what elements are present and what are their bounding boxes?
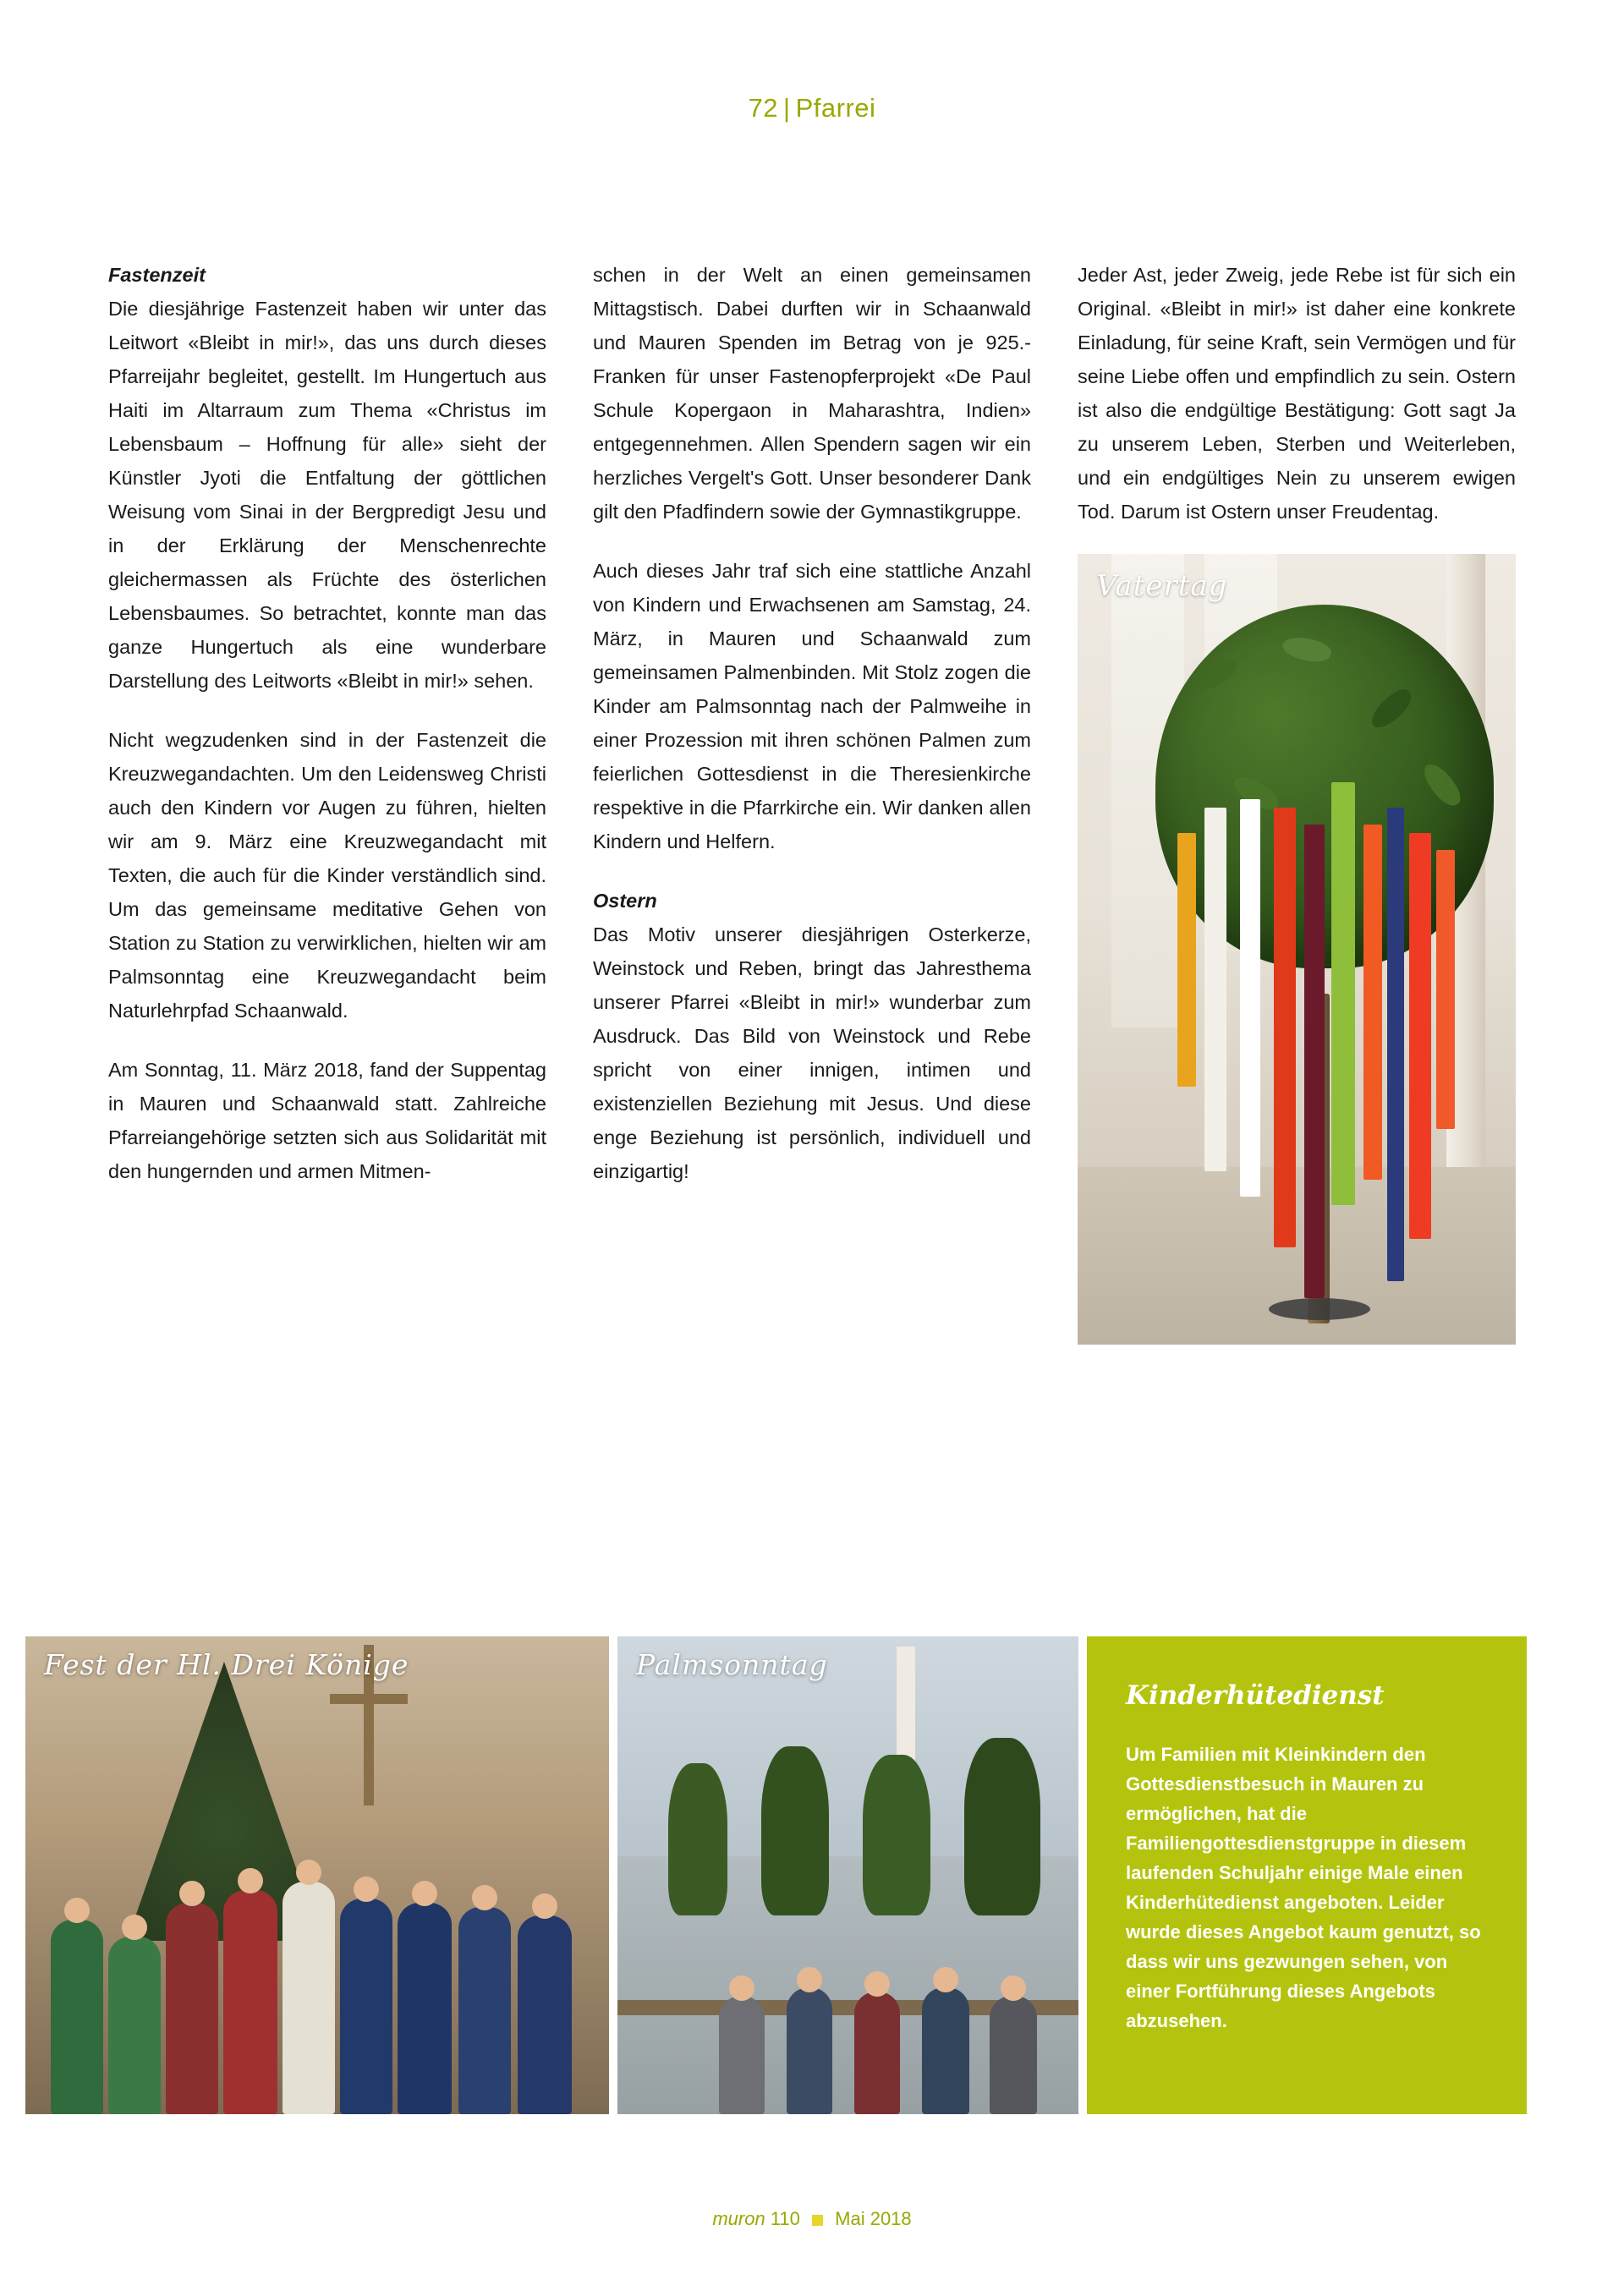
square-bullet-icon bbox=[812, 2215, 823, 2226]
paragraph: Nicht wegzudenken sind in der Fastenzeit die Kreuzwegandachten. Um den Leidensweg Christi auch den Kindern vor Augen zu führen, hielten wir am 9. März eine Kreuzwegandacht mit Texten, die auch für die Kinder verständlich sind. Um das gemeinsame meditative Gehen von Station zu Station zu verwirklichen, hielten wir am Palmsonntag eine Kreuzwegandacht beim Naturlehrpfad Schaanwald. bbox=[108, 729, 546, 1022]
photo-caption-palmsonntag: Palmsonntag bbox=[636, 1648, 828, 1681]
kinderhuetedienst-text: Um Familien mit Kleinkindern den Gottesdienstbesuch in Mauren zu ermöglichen, hat die Familiengottesdienstgruppe in diesem laufenden Schuljahr einige Male einen Kinderhütedienst angeboten. Leider wurde dieses Angebot kaum genutzt, so dass wir uns gezwungen sehen, von einer Fortführung dieses Angebots abzusehen. bbox=[1126, 1744, 1481, 2031]
page-footer bbox=[0, 2208, 1624, 2230]
subhead-fastenzeit: Fastenzeit bbox=[108, 264, 206, 286]
section-title: Pfarrei bbox=[795, 93, 876, 123]
issue-date: Mai 2018 bbox=[835, 2208, 912, 2229]
photo-caption-vatertag: Vatertag bbox=[1096, 569, 1228, 603]
ribbon bbox=[1304, 825, 1325, 1298]
palm-branch bbox=[761, 1746, 829, 1915]
paragraph: Das Motiv unserer diesjährigen Osterkerze, Weinstock und Reben, bringt das Jahresthema unserer Pfarrei «Bleibt in mir!» wunderbar zum Ausdruck. Das Bild von Weinstock und Rebe spricht von einer innigen, intimen und existenziellen Beziehung mit Jesus. Und diese enge Beziehung ist persönlich, individuell und einzigartig! bbox=[593, 923, 1031, 1182]
column-left bbox=[108, 258, 546, 1345]
ribbon bbox=[1240, 799, 1260, 1197]
paragraph: Die diesjährige Fastenzeit haben wir unter das Leitwort «Bleibt in mir!», das uns durch dieses Pfarreijahr begleitet, gestellt. Im Hungertuch aus Haiti im Altarraum zum Thema «Christus im Lebensbaum – Hoffnung für alle» sieht der Künstler Jyoti die Entfaltung der göttlichen Weisung vom Sinai in der Bergpredigt Jesu und in der Erklärung der Menschenrechte gleichermassen als Früchte des österlichen Lebensbaumes. So betrachtet, konnte man das ganze Hungertuch als eine wunderbare Darstellung des Leitworts «Bleibt in mir!» sehen. bbox=[108, 298, 546, 692]
tree-base bbox=[1269, 1298, 1370, 1320]
photo-drei-koenige bbox=[25, 1636, 609, 2114]
page-number: 72 bbox=[748, 93, 779, 123]
photo-palmsonntag bbox=[617, 1636, 1078, 2114]
paragraph: Auch dieses Jahr traf sich eine stattliche Anzahl von Kindern und Erwachsenen am Samstag, 24. März, in Mauren und Schaanwald zum gemeinsamen Palmenbinden. Mit Stolz zogen die Kinder am Palmsonntag nach der Palmweihe in einer Prozession mit ihren schönen Palmen zum feierlichen Gottesdienst in die Theresienkirche respektive in die Pfarrkirche ein. Wir danken allen Kindern und Helfern. bbox=[593, 560, 1031, 852]
page-header bbox=[0, 93, 1624, 123]
issue-number: 110 bbox=[770, 2208, 800, 2229]
ribbon bbox=[1177, 833, 1196, 1087]
column-middle bbox=[593, 258, 1031, 1345]
publication-name: muron bbox=[712, 2208, 765, 2229]
palm-branch bbox=[668, 1763, 727, 1915]
ribbon bbox=[1331, 782, 1355, 1205]
ribbon bbox=[1204, 808, 1226, 1171]
ribbon bbox=[1436, 850, 1455, 1129]
kinderhuetedienst-title: Kinderhütedienst bbox=[1126, 1680, 1385, 1711]
header-separator: | bbox=[783, 93, 791, 123]
paragraph: Am Sonntag, 11. März 2018, fand der Suppentag in Mauren und Schaanwald statt. Zahlreiche Pfarreiangehörige setzten sich aus Solidarität mit den hungernden und armen Mitmen- bbox=[108, 1059, 546, 1182]
ribbon bbox=[1387, 808, 1404, 1281]
ribbon bbox=[1363, 825, 1382, 1180]
photo-gallery-band bbox=[25, 1636, 1527, 2114]
subhead-ostern: Ostern bbox=[593, 890, 657, 912]
article-body bbox=[108, 258, 1517, 1345]
kinderhuetedienst-box bbox=[1087, 1636, 1527, 2114]
palm-branch bbox=[863, 1755, 930, 1915]
paragraph: schen in der Welt an einen gemeinsamen Mittagstisch. Dabei durften wir in Schaanwald und Mauren Spenden im Betrag von je 925.- Franken für unser Fastenopferprojekt «De Paul Schule Kopergaon in Maharashtra, Indien» entgegennehmen. Allen Spendern sagen wir ein herzliches Vergelt's Gott. Unser besonderer Dank gilt den Pfadfindern sowie der Gymnastikgruppe. bbox=[593, 264, 1031, 523]
palm-branch bbox=[964, 1738, 1040, 1915]
paragraph: Jeder Ast, jeder Zweig, jede Rebe ist für sich ein Original. «Bleibt in mir!» ist daher eine konkrete Einladung, für seine Kraft, sein Vermögen und für seine Liebe offen und empfindlich zu sein. Ostern ist also die endgültige Bestätigung: Gott sagt Ja zu unserem Leben, Sterben und Weiterleben, und ein endgültiges Nein zu unserem ewigen Tod. Darum ist Ostern unser Freudentag. bbox=[1078, 264, 1516, 523]
ribbon bbox=[1409, 833, 1431, 1239]
photo-vatertag bbox=[1078, 554, 1516, 1345]
photo-caption-drei-koenige: Fest der Hl. Drei Könige bbox=[44, 1648, 409, 1681]
column-right bbox=[1078, 258, 1516, 1345]
ribbon bbox=[1274, 808, 1296, 1247]
